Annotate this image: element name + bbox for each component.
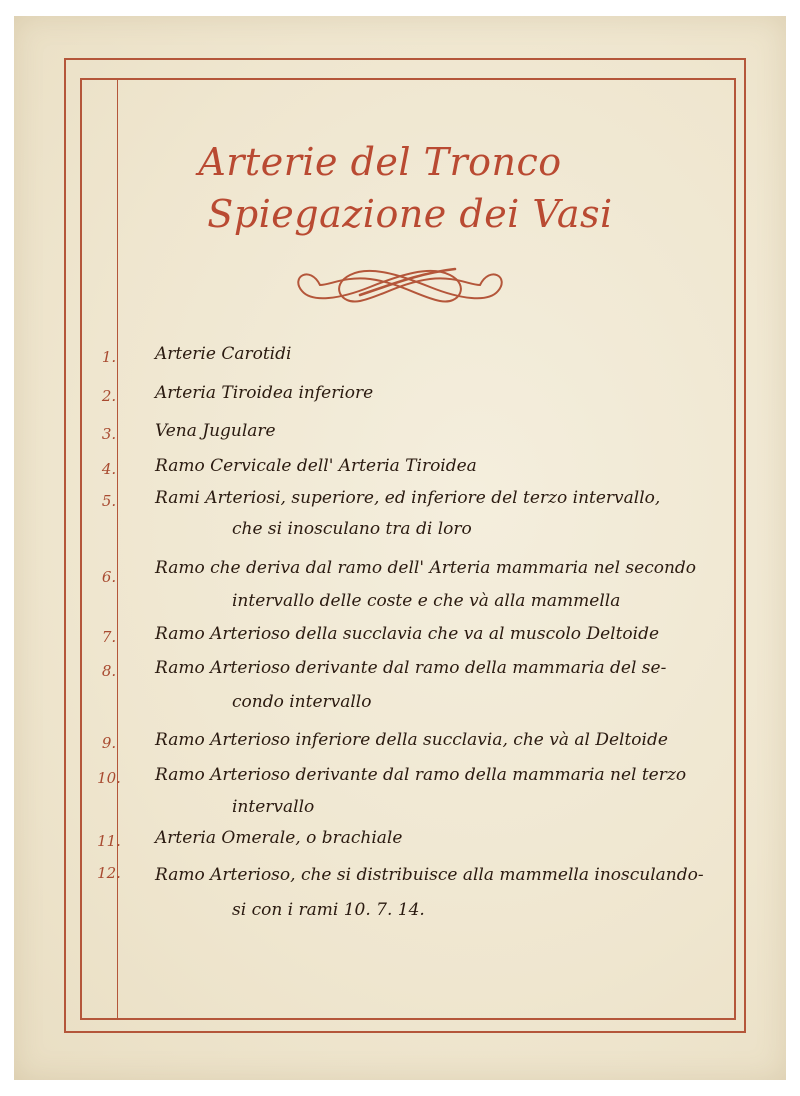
entry-text: Ramo Arterioso derivante dal ramo della mammaria nel terzo [155,765,687,785]
entry-number: 3. [101,425,117,443]
entry-number: 5. [101,492,117,510]
entry-text: Rami Arteriosi, superiore, ed inferiore del terzo intervallo, [155,488,661,508]
entry-number: 2. [101,387,117,405]
entry-text: Ramo Arterioso derivante dal ramo della mammaria del se- [155,658,667,678]
entry-text: Ramo Arterioso, che si distribuisce alla mammella inosculando- [155,865,704,885]
entry-text: Ramo Arterioso della succlavia che va al muscolo Deltoide [155,624,660,644]
page-title: Arterie del Tronco [198,140,562,184]
entry-number: 9. [101,734,117,752]
entry-text: Arteria Omerale, o brachiale [155,828,403,848]
entry-text: Arteria Tiroidea inferiore [155,383,374,403]
entry-text-continuation: condo intervallo [232,692,372,712]
entry-number: 1. [101,348,117,366]
entry-number: 10. [97,769,121,787]
entry-text-continuation: intervallo delle coste e che và alla mammella [232,591,621,611]
entry-number: 11. [97,832,121,850]
entry-text-continuation: si con i rami 10. 7. 14. [232,900,425,920]
page-subtitle: Spiegazione dei Vasi [207,192,613,236]
calligraphic-flourish [290,255,510,315]
entry-text-continuation: che si inosculano tra di loro [232,519,472,539]
entry-text-continuation: intervallo [232,797,315,817]
entry-number: 7. [101,628,117,646]
entry-text: Arterie Carotidi [155,344,292,364]
entry-text: Ramo Cervicale dell' Arteria Tiroidea [155,456,477,476]
entry-text: Vena Jugulare [155,421,276,441]
entry-number: 4. [101,460,117,478]
entry-number: 12. [97,864,121,882]
entry-text: Ramo che deriva dal ramo dell' Arteria mammaria nel secondo [155,558,697,578]
entry-number: 6. [101,568,117,586]
entry-number: 8. [101,662,117,680]
entry-text: Ramo Arterioso inferiore della succlavia, che và al Deltoide [155,730,668,750]
